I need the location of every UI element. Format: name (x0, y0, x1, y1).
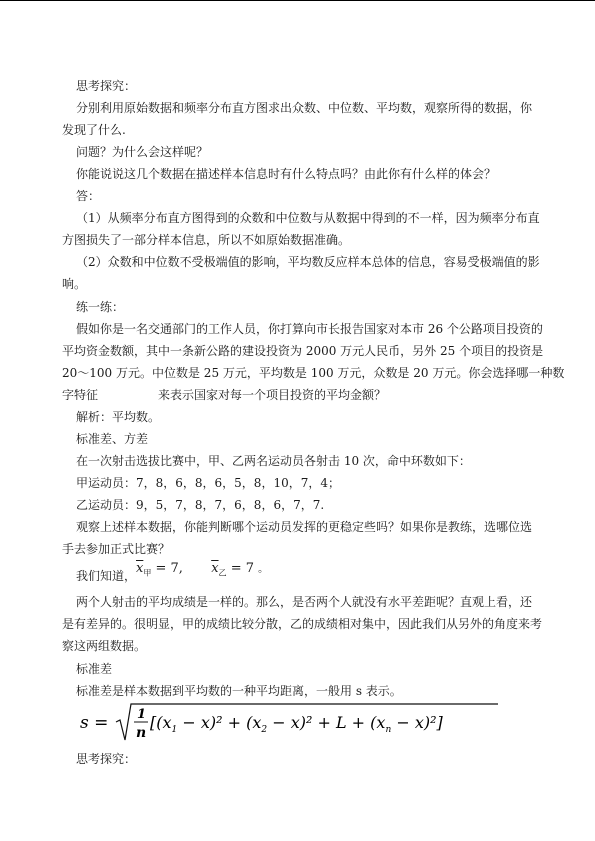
question-line: 问题？为什么会这样呢？ (76, 145, 209, 159)
answer-line: 方图损失了一部分样本信息，所以不如原始数据准确。 (62, 233, 351, 247)
answer-line: （1）从频率分布直方图得到的众数和中位数与从数据中得到的不一样，因为频率分布直 (76, 211, 540, 225)
formula-part: − x (391, 713, 424, 732)
formula-part: )² + ( (209, 713, 253, 732)
x-bar-symbol: $\overline{x}$ (211, 561, 219, 576)
formula-part: )² + L + ( (299, 713, 377, 732)
formula-part: n (385, 725, 392, 735)
paragraph-line: 我们知道， (76, 569, 137, 583)
text-fragment: 字特征 (62, 388, 99, 402)
text-fragment: 来表示国家对每一个项目投资的平均金额？ (158, 388, 387, 402)
heading-practice: 练一练： (76, 300, 125, 314)
frac-numerator: 1 (137, 707, 147, 722)
answer-label: 答： (76, 189, 101, 203)
paragraph-line: 两个人射击的平均成绩是一样的。那么，是否两个人就没有水平差距呢？直观上看，还 (76, 595, 533, 609)
mean-formula-inline (136, 560, 268, 579)
paragraph-line: 假如你是一名交通部门的工作人员，你打算向市长报告国家对本市 26 个公路项目投资的 (76, 322, 543, 336)
period: 。 (258, 564, 269, 575)
paragraph-line (62, 384, 527, 407)
answer-line: （2）众数和中位数不受极端值的影响，平均数反应样本总体的信息，容易受极端值的影 (76, 255, 540, 269)
question-line: 你能说说这几个数据在描述样本信息时有什么特点吗？由此你有什么样的体会？ (76, 167, 497, 181)
paragraph-line: 手去参加正式比赛？ (62, 542, 171, 556)
formula-part: − x (177, 713, 210, 732)
subscript: 乙 (218, 568, 227, 578)
formula-part: 1 (171, 725, 178, 735)
paragraph-line: 平均资金数额，其中一条新公路的建设投资为 2000 万元人民币，另外 25 个项目的投资是 (62, 344, 544, 358)
paragraph-line: 标准差是样本数据到平均数的一种平均距离，一般用 s 表示。 (76, 684, 402, 698)
formula-part: x (376, 713, 386, 732)
heading-std-variance: 标准差、方差 (76, 432, 149, 446)
formula-part: )²] (423, 713, 443, 732)
formula-part: x (162, 713, 172, 732)
equals-value: = 7 (230, 561, 254, 576)
formula-part: [( (150, 713, 163, 732)
paragraph-line: 观察上述样本数据，你能判断哪个运动员发挥的更稳定些吗？如果你是教练，选哪位选 (76, 520, 533, 534)
paragraph-line: 察这两组数据。 (62, 639, 147, 653)
equals-value: = 7, (155, 561, 183, 576)
formula-part: x (252, 713, 262, 732)
formula-body (150, 713, 444, 735)
std-deviation-formula (80, 700, 500, 746)
subscript: 甲 (143, 568, 152, 578)
heading-std: 标准差 (76, 662, 113, 676)
formula-part: 2 (261, 725, 268, 735)
data-line-yi: 乙运动员：9，5，7，8，7，6，8，6，7，7. (76, 498, 325, 512)
answer-line: 响。 (62, 277, 87, 291)
data-line-jia: 甲运动员：7，8，6，8，6，5，8，10，7，4； (76, 476, 340, 490)
formula-lhs: s = (80, 713, 109, 733)
paragraph-line: 20～100 万元。中位数是 25 万元，平均数是 100 万元，众数是 20 万元。你会选择哪一种数 (62, 366, 565, 380)
heading-think-explore: 思考探究： (76, 79, 137, 93)
heading-think-explore: 思考探究： (76, 752, 137, 766)
formula-part: − x (267, 713, 300, 732)
frac-denominator: n (136, 725, 147, 741)
x-bar-symbol: $\overline{x}$ (136, 561, 144, 576)
paragraph-line: 在一次射击选拔比赛中，甲、乙两名运动员各射击 10 次，命中环数如下： (76, 454, 471, 468)
formula-svg (80, 700, 500, 746)
paragraph-line: 分别利用原始数据和频率分布直方图求出众数、中位数、平均数，观察所得的数据，你 (76, 101, 533, 115)
paragraph-line: 发现了什么. (62, 123, 126, 137)
paragraph-line: 是有差异的。很明显，甲的成绩比较分散，乙的成绩相对集中，因此我们从另外的角度来考 (62, 617, 543, 631)
analysis-line: 解析：平均数。 (76, 410, 161, 424)
